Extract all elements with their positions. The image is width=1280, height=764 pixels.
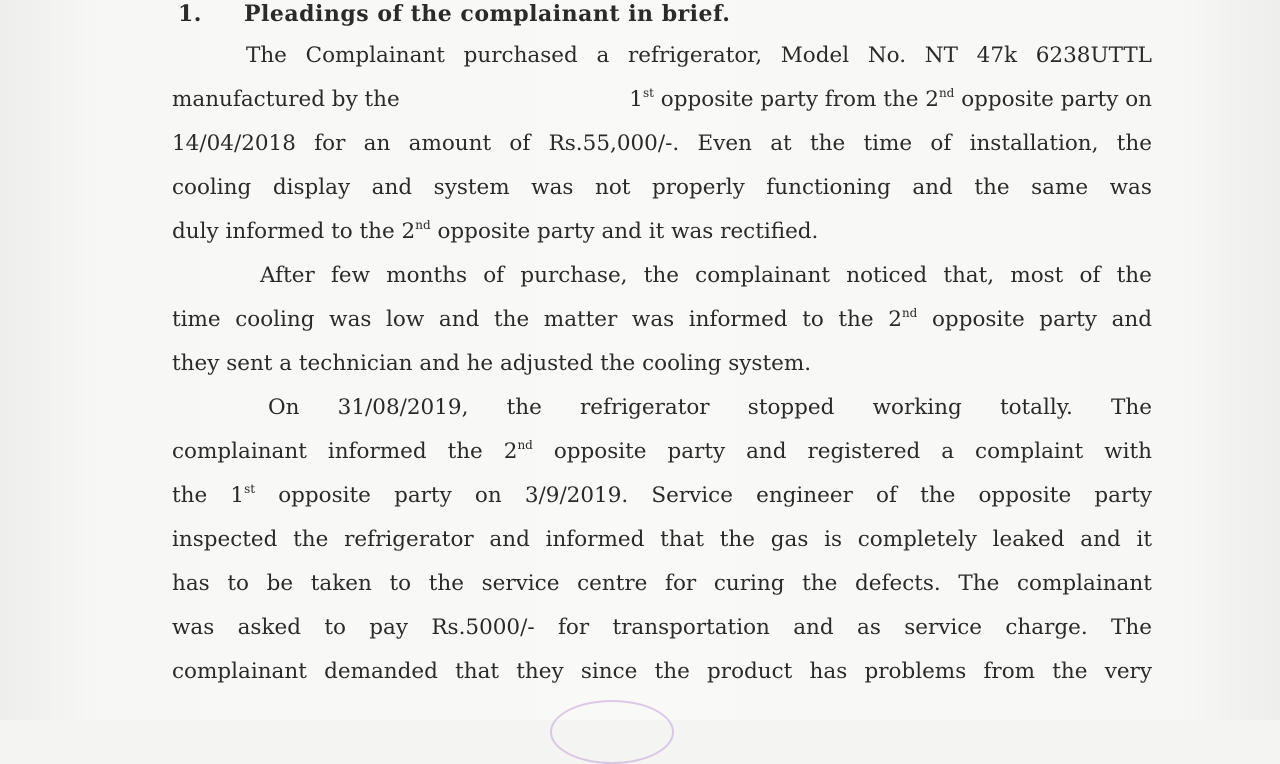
word: noticed (846, 263, 928, 288)
line-text: duly informed to the 2nd opposite party and it was rectified. (172, 218, 819, 244)
text-line (172, 518, 1152, 562)
word: the (654, 659, 690, 684)
word: asked (237, 615, 301, 640)
word: and (1080, 527, 1121, 552)
line-text (172, 518, 1152, 562)
word: service (481, 571, 560, 596)
word: of (509, 131, 531, 156)
word: The (1111, 615, 1152, 640)
word: for (557, 615, 590, 640)
word: complainant (172, 659, 307, 684)
word: the (428, 571, 464, 596)
word: The (1111, 395, 1152, 420)
word: refrigerator (344, 527, 474, 552)
word: demanded (324, 659, 438, 684)
word: system (433, 175, 510, 200)
word: the (719, 527, 755, 552)
word: Even (697, 131, 752, 156)
word: few (330, 263, 371, 288)
word: NT (924, 43, 958, 68)
word: curing (713, 571, 785, 596)
word: of (483, 263, 505, 288)
paragraph-3 (172, 386, 1152, 694)
word: a (596, 43, 610, 68)
line-text (172, 562, 1152, 606)
word: the (643, 263, 679, 288)
word: On (268, 395, 300, 420)
word: not (594, 175, 631, 200)
word: inspected (172, 527, 278, 552)
section-heading (178, 0, 1158, 34)
line-text: complainant informed the 2nd opposite party and registered a complaint with (172, 438, 1152, 464)
word: be (266, 571, 294, 596)
word: the (802, 571, 838, 596)
word: working (872, 395, 962, 420)
word: Complainant (305, 43, 445, 68)
word: 6238UTTL (1035, 43, 1152, 68)
word: as (857, 615, 881, 640)
word: that, (943, 263, 995, 288)
word: they (516, 659, 564, 684)
word: for (665, 571, 697, 596)
line-text (172, 606, 1152, 650)
word: functioning (766, 175, 891, 200)
text-line (172, 122, 1152, 166)
word: amount (408, 131, 492, 156)
text-line (172, 298, 1152, 342)
word: refrigerator (580, 395, 710, 420)
line-text (268, 386, 1152, 430)
word: gas (770, 527, 809, 552)
word: taken (310, 571, 372, 596)
text-line (172, 474, 1152, 518)
word: and (371, 175, 413, 200)
line-text (172, 122, 1152, 166)
word: installation, (969, 131, 1099, 156)
word: of (1079, 263, 1101, 288)
word: same (1031, 175, 1089, 200)
word: Rs.5000/- (431, 615, 535, 640)
word: to (324, 615, 346, 640)
word: that (660, 527, 705, 552)
word: was (1109, 175, 1152, 200)
line-text (172, 650, 1152, 694)
word: completely (857, 527, 977, 552)
text-line (172, 210, 1152, 254)
stamp-mark (550, 700, 674, 764)
word: to (227, 571, 249, 596)
word: product (707, 659, 793, 684)
text-line (172, 342, 1152, 386)
text-line (172, 386, 1152, 430)
word: leaked (992, 527, 1065, 552)
word: purchased (463, 43, 578, 68)
word: After (260, 263, 315, 288)
text-line (172, 430, 1152, 474)
word: informed (545, 527, 645, 552)
word: since (580, 659, 638, 684)
text-line (172, 562, 1152, 606)
line-text: 1st opposite party from the 2nd opposite party on (629, 86, 1152, 112)
word: and (912, 175, 953, 200)
word: defects. (855, 571, 941, 596)
word: service (904, 615, 983, 640)
word: and (793, 615, 834, 640)
word: and (489, 527, 530, 552)
line-text (260, 254, 1152, 298)
word: was (172, 615, 215, 640)
word: the (1116, 263, 1152, 288)
word: 31/08/2019, (337, 395, 469, 420)
word: that (455, 659, 500, 684)
word: an (363, 131, 391, 156)
word: pay (369, 615, 408, 640)
word: Model (780, 43, 850, 68)
line-text: time cooling was low and the matter was informed to the 2nd opposite party and (172, 306, 1153, 332)
word: of (930, 131, 952, 156)
word: time (863, 131, 913, 156)
paragraph-1 (172, 34, 1152, 254)
word: display (272, 175, 351, 200)
word: it (1136, 527, 1152, 552)
line-text: manufactured by the (172, 87, 400, 112)
word: refrigerator, (628, 43, 763, 68)
line-text: the 1st opposite party on 3/9/2019. Service engineer of the opposite party (172, 482, 1152, 508)
word: 14/04/2018 (172, 131, 296, 156)
text-line (172, 166, 1152, 210)
text-line (172, 34, 1152, 78)
word: 47k (976, 43, 1018, 68)
word: at (770, 131, 792, 156)
word: transportation (612, 615, 770, 640)
word: totally. (999, 395, 1073, 420)
line-text: they sent a technician and he adjusted the cooling system. (172, 351, 812, 376)
word: the (1116, 131, 1152, 156)
text-line (172, 650, 1152, 694)
word: for (314, 131, 346, 156)
line-text (172, 166, 1152, 210)
word: most (1010, 263, 1064, 288)
word: properly (651, 175, 745, 200)
word: the (974, 175, 1010, 200)
word: purchase, (520, 263, 628, 288)
word: charge. (1005, 615, 1088, 640)
word: is (824, 527, 843, 552)
word: months (386, 263, 467, 288)
word: problems (864, 659, 967, 684)
line-text (246, 34, 1152, 78)
word: was (531, 175, 574, 200)
word: The (958, 571, 1000, 596)
word: the (506, 395, 542, 420)
word: the (293, 527, 329, 552)
word: cooling (172, 175, 252, 200)
word: Rs.55,000/-. (548, 131, 680, 156)
word: from (983, 659, 1036, 684)
word: the (809, 131, 846, 156)
text-line (172, 78, 1152, 122)
word: very (1104, 659, 1152, 684)
word: the (1052, 659, 1088, 684)
text-line (172, 606, 1152, 650)
word: has (809, 659, 848, 684)
section-number: 1. (178, 1, 202, 27)
word: stopped (747, 395, 835, 420)
word: No. (867, 43, 907, 68)
word: complainant (1017, 571, 1152, 596)
word: complainant (695, 263, 831, 288)
section-title: Pleadings of the complainant in brief. (244, 1, 731, 27)
word: centre (577, 571, 648, 596)
word: to (389, 571, 412, 596)
paragraph-2 (172, 254, 1152, 386)
text-line (172, 254, 1152, 298)
word: has (172, 571, 210, 596)
word: The (246, 43, 287, 68)
